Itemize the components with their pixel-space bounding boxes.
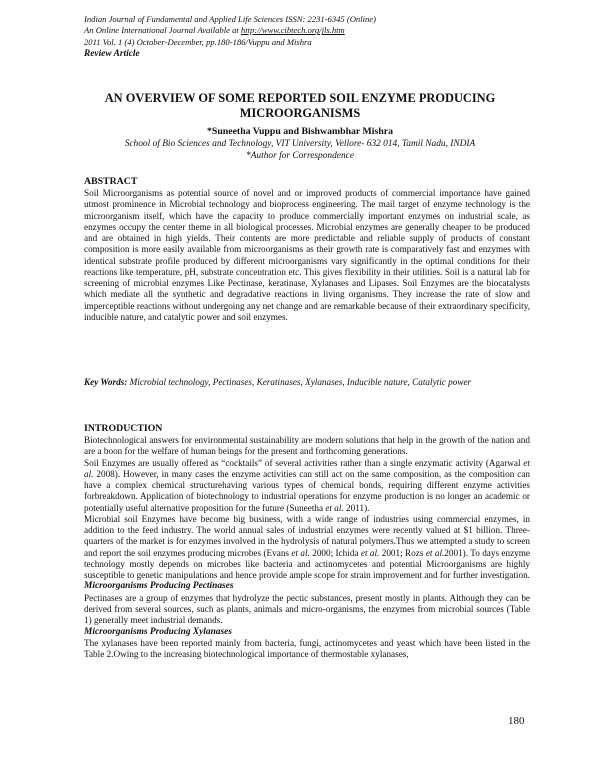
intro-paragraph-1: Biotechnological answers for environmental sustainability are modern solutions that help in the growth of the nation and are a boon for the welfare of human beings for the present and forthcoming generations.	[84, 435, 530, 457]
intro-paragraph-3	[84, 514, 530, 582]
intro-p3-text-b: 2000; Ichida	[309, 547, 361, 558]
abstract-heading: ABSTRACT	[84, 176, 138, 187]
journal-name-line: Indian Journal of Fundamental and Applied Life Sciences ISSN: 2231-6345 (Online)	[84, 14, 376, 24]
intro-p2-etal-1: et al.	[84, 457, 530, 479]
abstract-section	[84, 176, 530, 323]
article-type: Review Article	[84, 48, 140, 59]
journal-header	[84, 14, 524, 60]
journal-url-link[interactable]: http://www.cibtech.org/jls.htm	[240, 25, 345, 36]
authors: *Suneetha Vuppu and Bishwambhar Mishra	[206, 126, 394, 137]
pectinases-subheading: Microorganisms Producing Pectinases	[84, 581, 234, 592]
intro-p2-text-b: 2008). However, in many cases the enzyme activities can still act on the same composition, as the composition can have a complex chemical structurehaving various types of chemical bonds, requiring different enzyme activities forbreakdown. Application of biotechnology to industrial operations for enzyme production is no longer an academic or potentially useful alternative proposition for the future (Suneetha	[84, 468, 530, 513]
introduction-heading: INTRODUCTION	[84, 423, 163, 434]
affiliation-block	[40, 139, 560, 162]
page-number: 180	[508, 715, 525, 727]
intro-p2-text-c: 2011).	[343, 502, 370, 513]
intro-p2-text-a: Soil Enzymes are usually offered as “cocktails” of several activities rather than a single enzymatic activity (Agarwal	[84, 457, 524, 468]
keywords-label: Key Words:	[84, 377, 128, 387]
xylanases-paragraph: The xylanases have been reported mainly from bacteria, fungi, actinomycetes and yeast which have been listed in the Table 2.Owing to the increasing biotechnological importance of thermostable xylanases,	[84, 638, 530, 660]
article-title: AN OVERVIEW OF SOME REPORTED SOIL ENZYME PRODUCING MICROORGANISMS	[104, 91, 496, 120]
affiliation: School of Bio Sciences and Technology, VIT University, Vellore- 632 014, Tamil Nadu, INDIA	[124, 139, 476, 149]
online-prefix: An Online International Journal Available at	[84, 25, 241, 36]
intro-p3-text-c: 2001; Rozs	[379, 547, 426, 558]
intro-p3-text-a: Microbial soil Enzymes have become big business, with a wide range of industries using commercial enzymes, in addition to the feed industry. The world annual sales of industrial enzymes were recently valued at $1 billion. Three-quarters of the market is for enzymes involved in the hydrolysis of natural polymers.Thus we attempted a study to screen and report the soil enzymes producing microbes (Evans	[84, 513, 530, 558]
keywords-line	[84, 377, 530, 388]
intro-p2-etal-2: et al.	[325, 502, 344, 513]
issue-line: 2011 Vol. 1 (4) October-December, pp.180-186/Vuppu and Mishra	[84, 36, 312, 47]
correspondence-note: *Author for Correspondence	[246, 150, 354, 161]
xylanases-subheading: Microorganisms Producing Xylanases	[84, 626, 232, 637]
abstract-text: Soil Microorganisms as potential source of novel and or improved products of commercial importance have gained utmost prominence in Microbial technology and bioprocess engineering. The mail target of enzyme technology is the microorganism itself, which have the capacity to produce commercially important enzymes on industrial scale, as enzymes occupy the center theme in all biological processes. Microbial enzymes are generally cheaper to be produced and are obtained in high yields. Their contents are more predictable and reliable supply of products of constant composition is more easily available from microorganisms as their growth rate is comparatively fast and enzymes with identical substrate profile produced by different microorganisms vary significantly in the optimal conditions for their reactions like temperature, pH, substrate concentration etc. This gives flexibility in their utilities. Soil is a natural lab for screening of microbial enzymes Like Pectinase, keratinase, Xylanases and Lipases. Soil Enzymes are the biocatalysts which mediate all the synthetic and degradative reactions in living organisms. They increase the rate of slow and imperceptible reactions without undergoing any net change and are remarkable because of their extraordinary specificity, inducible nature, and catalytic power and soil enzymes.	[84, 188, 530, 322]
intro-p3-text-d: 2001). To days enzyme technology mostly depends on microbes like bacteria and actinomycetes and potential Microorganisms are highly susceptible to genetic manipulations and hence provide ample scope for strain improvement and for further investigation.	[84, 547, 530, 580]
introduction-section	[84, 423, 530, 661]
journal-online-line	[84, 25, 524, 36]
intro-p3-etal-1: et al.	[291, 547, 310, 558]
keywords-text: Microbial technology, Pectinases, Keratinases, Xylanases, Inducible nature, Catalytic power	[127, 377, 472, 387]
intro-paragraph-2	[84, 458, 530, 514]
intro-p3-etal-2: et al.	[360, 547, 380, 558]
intro-p3-etal-3: et al.	[425, 547, 445, 558]
pectinases-paragraph: Pectinases are a group of enzymes that hydrolyze the pectic substances, present mostly in plants. Although they can be derived from several sources, such as plants, animals and micro-organisms, the enzymes from microbial sources (Table 1) generally meet industrial demands.	[84, 592, 530, 626]
